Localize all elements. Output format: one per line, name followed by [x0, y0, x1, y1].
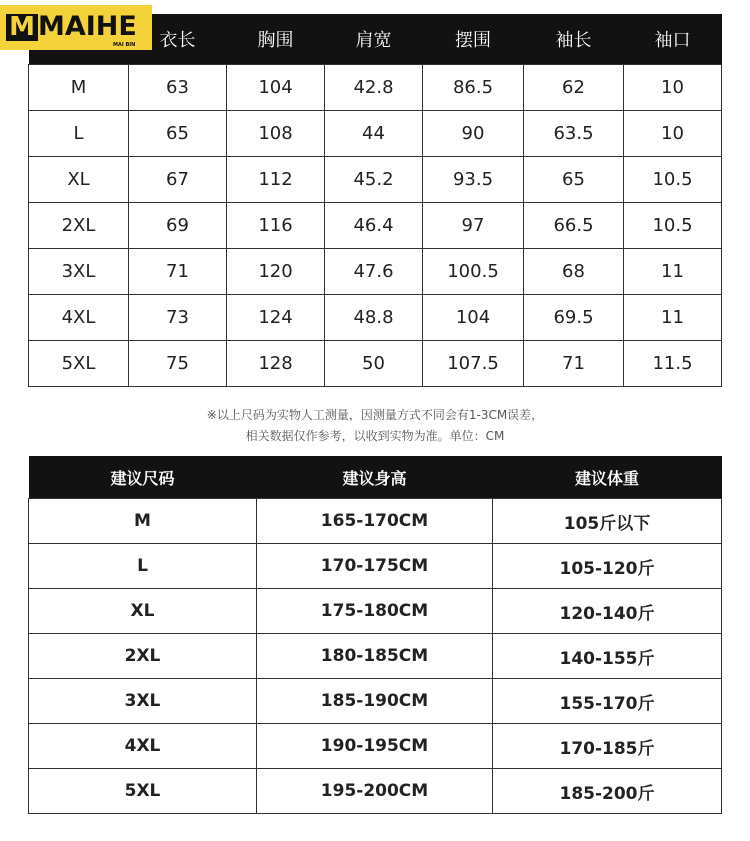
rec-table-row	[29, 724, 722, 769]
rec-table-cell: XL	[29, 589, 257, 634]
rec-table-cell: 140-155斤	[493, 634, 722, 679]
size-table-cell: 93.5	[423, 157, 524, 203]
size-table-cell: 10	[624, 65, 722, 111]
size-table-cell: 66.5	[524, 203, 624, 249]
size-table-cell: 63	[129, 65, 227, 111]
size-table-cell: 10.5	[624, 203, 722, 249]
rec-table-cell: M	[29, 499, 257, 544]
rec-table-cell: 180-185CM	[257, 634, 493, 679]
rec-table-cell: 165-170CM	[257, 499, 493, 544]
rec-table-row	[29, 769, 722, 814]
rec-table-row	[29, 634, 722, 679]
size-table-cell: 65	[524, 157, 624, 203]
size-table-cell: 10	[624, 111, 722, 157]
rec-table-cell: 3XL	[29, 679, 257, 724]
size-table-cell: 5XL	[29, 341, 129, 387]
size-table-cell: 68	[524, 249, 624, 295]
size-table-cell: 48.8	[325, 295, 423, 341]
size-table-row	[29, 203, 722, 249]
size-table-cell: 90	[423, 111, 524, 157]
size-table-cell: 67	[129, 157, 227, 203]
size-table-cell: 50	[325, 341, 423, 387]
rec-table-cell: 185-190CM	[257, 679, 493, 724]
rec-table-header-cell: 建议尺码	[29, 456, 257, 499]
rec-table-row	[29, 499, 722, 544]
size-table-cell: 45.2	[325, 157, 423, 203]
size-table-row	[29, 341, 722, 387]
size-measurement-table	[28, 11, 722, 387]
size-table-cell: 44	[325, 111, 423, 157]
size-table-cell: XL	[29, 157, 129, 203]
size-table-header-cell: 摆围	[423, 14, 524, 65]
rec-table-cell: 5XL	[29, 769, 257, 814]
rec-table-header-cell: 建议体重	[493, 456, 722, 499]
size-table-cell: 116	[227, 203, 325, 249]
size-table-cell: 71	[524, 341, 624, 387]
size-table-row	[29, 65, 722, 111]
size-table-cell: 2XL	[29, 203, 129, 249]
size-table-cell: 63.5	[524, 111, 624, 157]
size-table-row	[29, 111, 722, 157]
logo-brand-text: MAIHE	[38, 11, 137, 42]
rec-table-cell: 190-195CM	[257, 724, 493, 769]
rec-table-row	[29, 544, 722, 589]
measurement-note-line2: 相关数据仅作参考，以收到实物为准。单位：CM	[245, 429, 505, 443]
size-table-cell: 104	[423, 295, 524, 341]
size-table-cell: 124	[227, 295, 325, 341]
size-table-cell: 69	[129, 203, 227, 249]
size-table-cell: 69.5	[524, 295, 624, 341]
size-table-cell: L	[29, 111, 129, 157]
brand-logo	[0, 5, 152, 50]
size-table-cell: 11	[624, 295, 722, 341]
rec-table-cell: 155-170斤	[493, 679, 722, 724]
size-table-cell: 3XL	[29, 249, 129, 295]
size-table-cell: 65	[129, 111, 227, 157]
size-table-row	[29, 249, 722, 295]
size-table-row	[29, 295, 722, 341]
rec-table-cell: 2XL	[29, 634, 257, 679]
rec-table-cell: 170-175CM	[257, 544, 493, 589]
size-table-cell: 47.6	[325, 249, 423, 295]
size-table-header-cell: 肩宽	[325, 14, 423, 65]
size-table-row	[29, 157, 722, 203]
rec-table-cell: 4XL	[29, 724, 257, 769]
size-table-cell: 107.5	[423, 341, 524, 387]
logo-sub-text: MAI BIN	[113, 42, 136, 48]
size-table-cell: 100.5	[423, 249, 524, 295]
size-table-cell: 108	[227, 111, 325, 157]
rec-table-cell: 170-185斤	[493, 724, 722, 769]
size-table-cell: 4XL	[29, 295, 129, 341]
logo-mark: M	[9, 12, 35, 42]
recommended-size-table	[28, 456, 722, 814]
rec-table-row	[29, 679, 722, 724]
rec-table-row	[29, 589, 722, 634]
size-table-cell: 46.4	[325, 203, 423, 249]
size-table-cell: 71	[129, 249, 227, 295]
size-table-cell: 112	[227, 157, 325, 203]
size-table-cell: 42.8	[325, 65, 423, 111]
size-table-cell: M	[29, 65, 129, 111]
size-table-cell: 75	[129, 341, 227, 387]
rec-table-cell: 175-180CM	[257, 589, 493, 634]
size-table-cell: 73	[129, 295, 227, 341]
size-table-cell: 128	[227, 341, 325, 387]
size-table-cell: 11	[624, 249, 722, 295]
size-table-cell: 11.5	[624, 341, 722, 387]
rec-table-cell: 120-140斤	[493, 589, 722, 634]
rec-table-cell: 195-200CM	[257, 769, 493, 814]
measurement-note-line1: ※以上尺码为实物人工测量，因测量方式不同会有1-3CM误差，	[206, 408, 544, 422]
rec-table-header-row	[29, 456, 722, 499]
rec-table-cell: 105-120斤	[493, 544, 722, 589]
rec-table-cell: 185-200斤	[493, 769, 722, 814]
size-table-cell: 97	[423, 203, 524, 249]
rec-table-cell: 105斤以下	[493, 499, 722, 544]
size-table-header-cell: 袖口	[624, 14, 722, 65]
rec-table-cell: L	[29, 544, 257, 589]
size-table-header-cell: 袖长	[524, 14, 624, 65]
size-table-cell: 104	[227, 65, 325, 111]
size-table-header-cell: 衣长	[129, 14, 227, 65]
size-table-header-cell: 胸围	[227, 14, 325, 65]
size-table-cell: 86.5	[423, 65, 524, 111]
size-table-cell: 62	[524, 65, 624, 111]
rec-table-header-cell: 建议身高	[257, 456, 493, 499]
size-table-cell: 10.5	[624, 157, 722, 203]
size-table-cell: 120	[227, 249, 325, 295]
